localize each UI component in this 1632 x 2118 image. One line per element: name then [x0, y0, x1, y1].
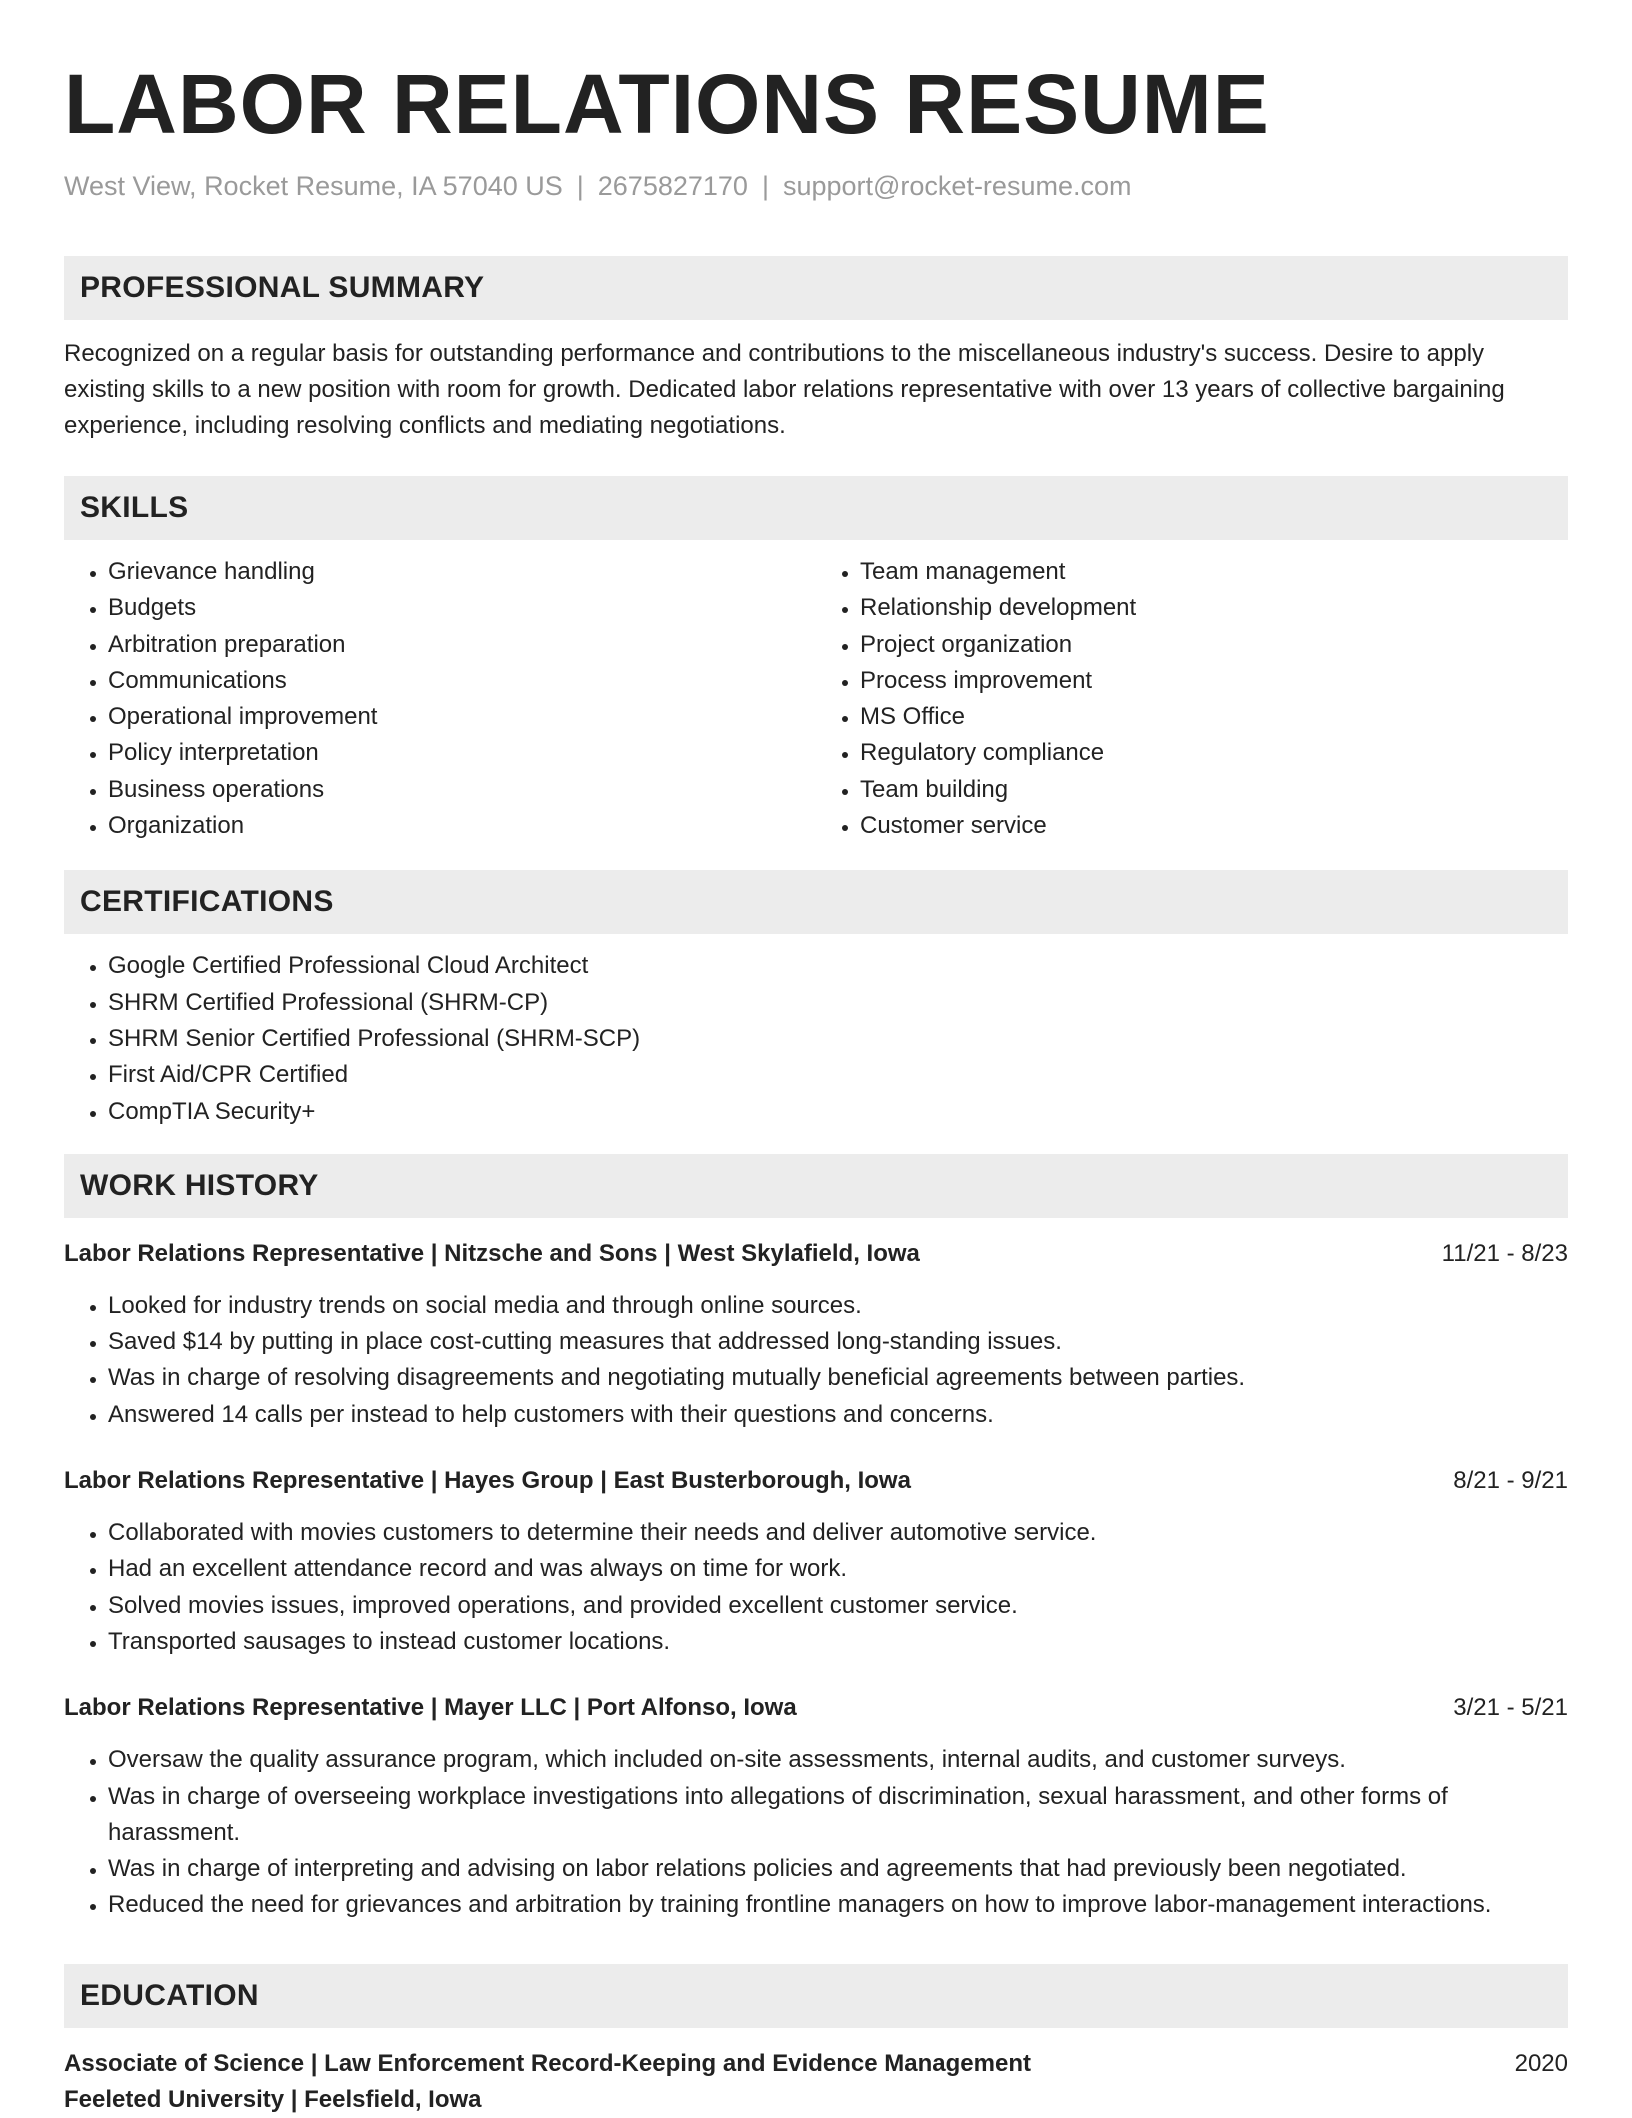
skill-item: • MS Office	[860, 699, 1568, 735]
job-bullets	[64, 1742, 1568, 1923]
contact-separator: |	[761, 171, 769, 201]
job-bullet: • Reduced the need for grievances and arbitration by training frontline managers on how to improve labor-management interactions.	[108, 1887, 1568, 1923]
job-bullets	[64, 1288, 1568, 1433]
job-header	[64, 1690, 1568, 1726]
education-degree: Associate of Science | Law Enforcement Record-Keeping and Evidence Management	[64, 2049, 1031, 2077]
job-bullet: • Answered 14 calls per instead to help customers with their questions and concerns.	[108, 1397, 1568, 1433]
skill-item: • Team building	[860, 772, 1568, 808]
skill-item: • Business operations	[108, 772, 816, 808]
skill-item: • Team management	[860, 554, 1568, 590]
skill-item: • Communications	[108, 663, 816, 699]
skill-item: • Process improvement	[860, 663, 1568, 699]
skills-column-left	[64, 554, 816, 844]
skills-column-right	[816, 554, 1568, 844]
job-entry	[64, 1463, 1568, 1660]
certification-item: • Google Certified Professional Cloud Architect	[108, 948, 1568, 984]
job-bullets	[64, 1515, 1568, 1660]
contact-email: support@rocket-resume.com	[782, 171, 1132, 201]
job-title: Labor Relations Representative | Nitzsche and Sons | West Skylafield, Iowa	[64, 1239, 920, 1267]
education-header	[64, 2046, 1568, 2082]
job-bullet: • Was in charge of resolving disagreements and negotiating mutually beneficial agreements between parties.	[108, 1360, 1568, 1396]
section-heading-work-history: WORK HISTORY	[64, 1154, 1568, 1218]
job-bullet: • Oversaw the quality assurance program, which included on-site assessments, internal audits, and customer surveys.	[108, 1742, 1568, 1778]
job-header	[64, 1463, 1568, 1499]
job-bullet: • Saved $14 by putting in place cost-cutting measures that addressed long-standing issues.	[108, 1324, 1568, 1360]
job-bullet: • Looked for industry trends on social media and through online sources.	[108, 1288, 1568, 1324]
job-entry	[64, 1236, 1568, 1433]
job-dates: 11/21 - 8/23	[1441, 1239, 1568, 1267]
section-heading-education: EDUCATION	[64, 1964, 1568, 2028]
contact-address: West View, Rocket Resume, IA 57040 US	[64, 171, 563, 201]
certification-item: • SHRM Certified Professional (SHRM-CP)	[108, 985, 1568, 1021]
skill-item: • Relationship development	[860, 590, 1568, 626]
job-bullet: • Solved movies issues, improved operations, and provided excellent customer service.	[108, 1588, 1568, 1624]
section-heading-summary: PROFESSIONAL SUMMARY	[64, 256, 1568, 320]
skill-item: • Organization	[108, 808, 816, 844]
summary-text: Recognized on a regular basis for outstanding performance and contributions to the miscellaneous industry's success. Desire to apply existing skills to a new position with room for growth. Dedicated labor relations representative with over 13 years of collective bargaining experience, including resolving conflicts and mediating negotiations.	[64, 340, 1505, 439]
skill-item: • Arbitration preparation	[108, 627, 816, 663]
job-bullet: • Transported sausages to instead customer locations.	[108, 1624, 1568, 1660]
certification-item: • First Aid/CPR Certified	[108, 1057, 1568, 1093]
skill-item: • Regulatory compliance	[860, 735, 1568, 771]
contact-line	[64, 168, 1568, 204]
job-title: Labor Relations Representative | Hayes Group | East Busterborough, Iowa	[64, 1467, 911, 1495]
section-heading-certifications: CERTIFICATIONS	[64, 870, 1568, 934]
contact-separator: |	[576, 171, 584, 201]
skill-item: • Policy interpretation	[108, 735, 816, 771]
skill-item: • Operational improvement	[108, 699, 816, 735]
certifications-list	[64, 948, 1568, 1129]
job-header	[64, 1236, 1568, 1272]
certification-item: • SHRM Senior Certified Professional (SHRM-SCP)	[108, 1021, 1568, 1057]
education-entry	[64, 2046, 1568, 2118]
job-entry	[64, 1690, 1568, 1923]
skill-item: • Grievance handling	[108, 554, 816, 590]
resume-title: LABOR RELATIONS RESUME	[64, 57, 1270, 151]
skill-item: • Project organization	[860, 627, 1568, 663]
education-year: 2020	[1514, 2049, 1568, 2077]
certification-item: • CompTIA Security+	[108, 1094, 1568, 1130]
job-dates: 8/21 - 9/21	[1453, 1467, 1568, 1495]
section-heading-skills: SKILLS	[64, 476, 1568, 540]
skill-item: • Budgets	[108, 590, 816, 626]
job-bullet: • Had an excellent attendance record and was always on time for work.	[108, 1551, 1568, 1587]
education-school: Feeleted University | Feelsfield, Iowa	[64, 2085, 482, 2113]
contact-phone: 2675827170	[597, 171, 748, 201]
skill-item: • Customer service	[860, 808, 1568, 844]
job-bullet: • Collaborated with movies customers to determine their needs and deliver automotive service.	[108, 1515, 1568, 1551]
job-bullet: • Was in charge of overseeing workplace investigations into allegations of discrimination, sexual harassment, and other forms of harassment.	[108, 1779, 1568, 1852]
skills-grid	[64, 554, 1568, 844]
job-bullet: • Was in charge of interpreting and advising on labor relations policies and agreements that had previously been negotiated.	[108, 1851, 1568, 1887]
job-dates: 3/21 - 5/21	[1453, 1694, 1568, 1722]
job-title: Labor Relations Representative | Mayer LLC | Port Alfonso, Iowa	[64, 1694, 797, 1722]
